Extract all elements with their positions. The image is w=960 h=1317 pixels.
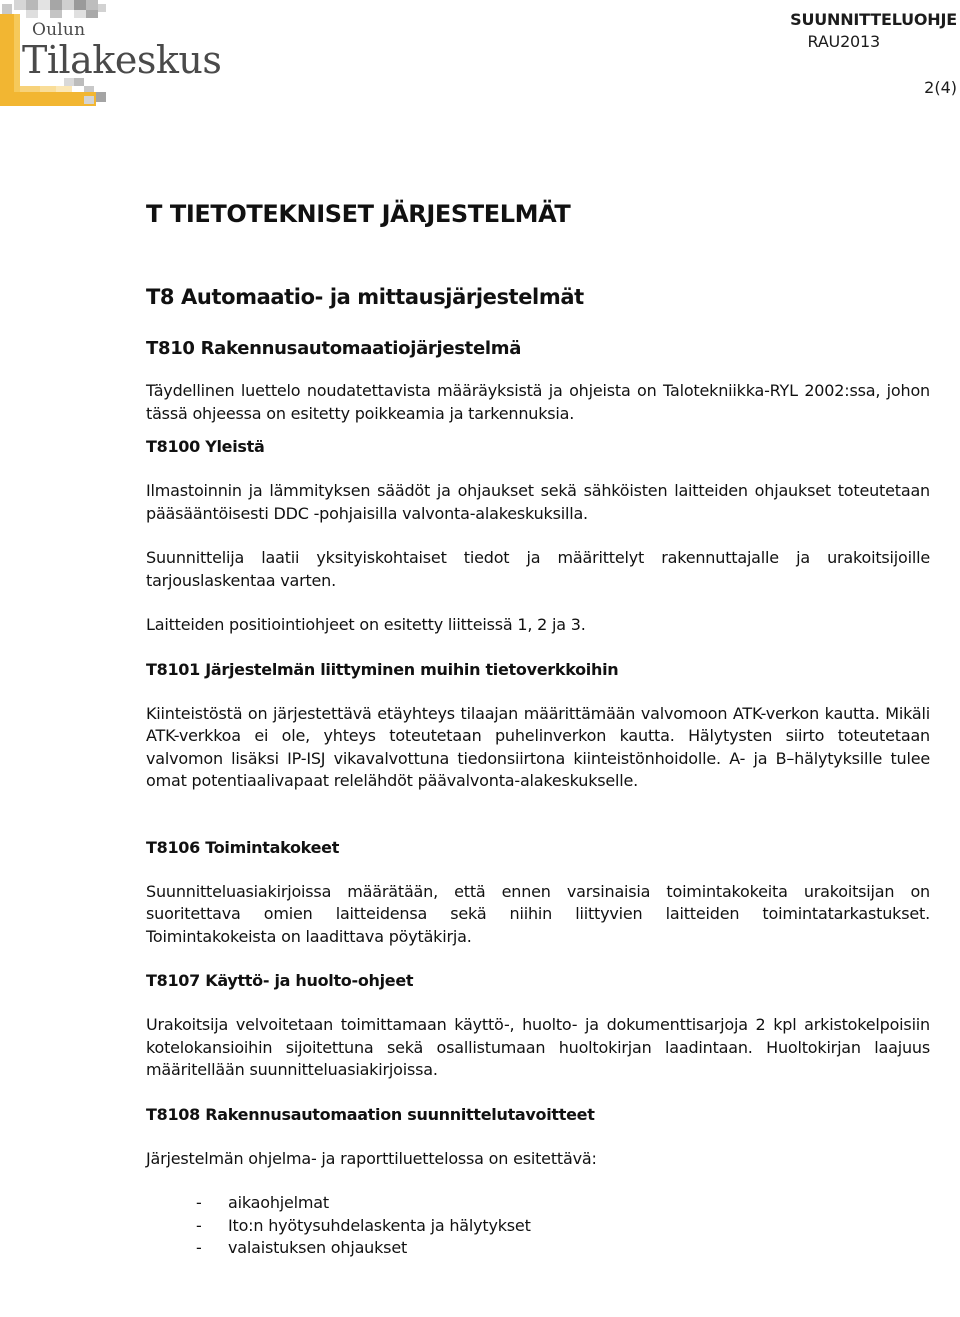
document-code: RAU2013 (807, 32, 880, 51)
section-title-t8108: T8108 Rakennusautomaation suunnittelutavoitteet (146, 1104, 595, 1124)
paragraph: Järjestelmän ohjelma- ja raporttiluettelossa on esitettävä: (146, 1148, 597, 1168)
report-list (146, 1192, 930, 1260)
logo (0, 0, 250, 108)
list-item (146, 1215, 930, 1238)
section-title-t8107: T8107 Käyttö- ja huolto-ohjeet (146, 971, 414, 990)
paragraph: Suunnitteluasiakirjoissa määrätään, että ennen varsinaisia toimintakokeita urakoitsijan on suoritettava omien laitteidensa sekä niihin liittyvien laitteiden toimintatarkastukset. Toimintakokeista on laadittava pöytäkirja. (146, 881, 930, 946)
subheading-t8: T8 Automaatio- ja mittausjärjestelmät (146, 285, 584, 309)
section-title-t8101: T8101 Järjestelmän liittyminen muihin tietoverkkoihin (146, 659, 619, 679)
document-type: SUUNNITTELUOHJE (790, 10, 957, 29)
list-dash: - (196, 1193, 202, 1212)
list-item (146, 1192, 930, 1215)
list-item-text: valaistuksen ohjaukset (228, 1238, 408, 1257)
document-body (146, 198, 930, 1260)
list-item-text: Ito:n hyötysuhdelaskenta ja hälytykset (228, 1215, 531, 1235)
list-dash: - (196, 1238, 202, 1257)
subheading-t810: T810 Rakennusautomaatiojärjestelmä (146, 338, 522, 359)
list-item (146, 1237, 930, 1260)
logo-text-tilakeskus: Tilakeskus (22, 38, 222, 82)
section-title-t8106: T8106 Toimintakokeet (146, 837, 340, 857)
section-title-t8100: T8100 Yleistä (146, 437, 265, 456)
logo-text-oulun: Oulun (32, 20, 86, 40)
intro-paragraph: Täydellinen luettelo noudatettavista määräyksistä ja ohjeista on Talotekniikka-RYL 2002:ssa, johon tässä ohjeessa on esitetty poikkeamia ja tarkennuksia. (146, 381, 930, 423)
list-dash: - (196, 1215, 202, 1235)
paragraph: Kiinteistöstä on järjestettävä etäyhteys tilaajan määrittämään valvomoon ATK-verkon kautta. Mikäli ATK-verkkoa ei ole, yhteys toteutetaan puhelinverkon kautta. Hälytysten siirto toteutetaan valvomon lisäksi IP-ISJ vikavalvottuna tiedonsiirtona kiinteistönhoidolle. A- ja B–hälytyksille tulee omat potentiaalivapaat relelähdöt päävalvonta-alakeskukselle. (146, 703, 930, 790)
paragraph: Laitteiden positiointiohjeet on esitetty liitteissä 1, 2 ja 3. (146, 615, 586, 634)
paragraph: Urakoitsija velvoitetaan toimittamaan käyttö-, huolto- ja dokumenttisarjoja 2 kpl arkistokelpoisiin kotelokansioihin sijoitettuna sekä osallistumaan huoltokirjan laadintaan. Huoltokirjan laajuus määritellään suunnitteluasiakirjoissa. (146, 1015, 930, 1079)
paragraph: Ilmastoinnin ja lämmityksen säädöt ja ohjaukset sekä sähköisten laitteiden ohjaukset toteutetaan pääsääntöisesti DDC -pohjaisilla valvonta-alakeskuksilla. (146, 481, 930, 523)
page-number: 2(4) (924, 78, 957, 97)
list-item-text: aikaohjelmat (228, 1193, 329, 1212)
main-heading: T TIETOTEKNISET JÄRJESTELMÄT (146, 200, 571, 228)
paragraph: Suunnittelija laatii yksityiskohtaiset tiedot ja määrittelyt rakennuttajalle ja urakoitsijoille tarjouslaskentaa varten. (146, 548, 930, 590)
